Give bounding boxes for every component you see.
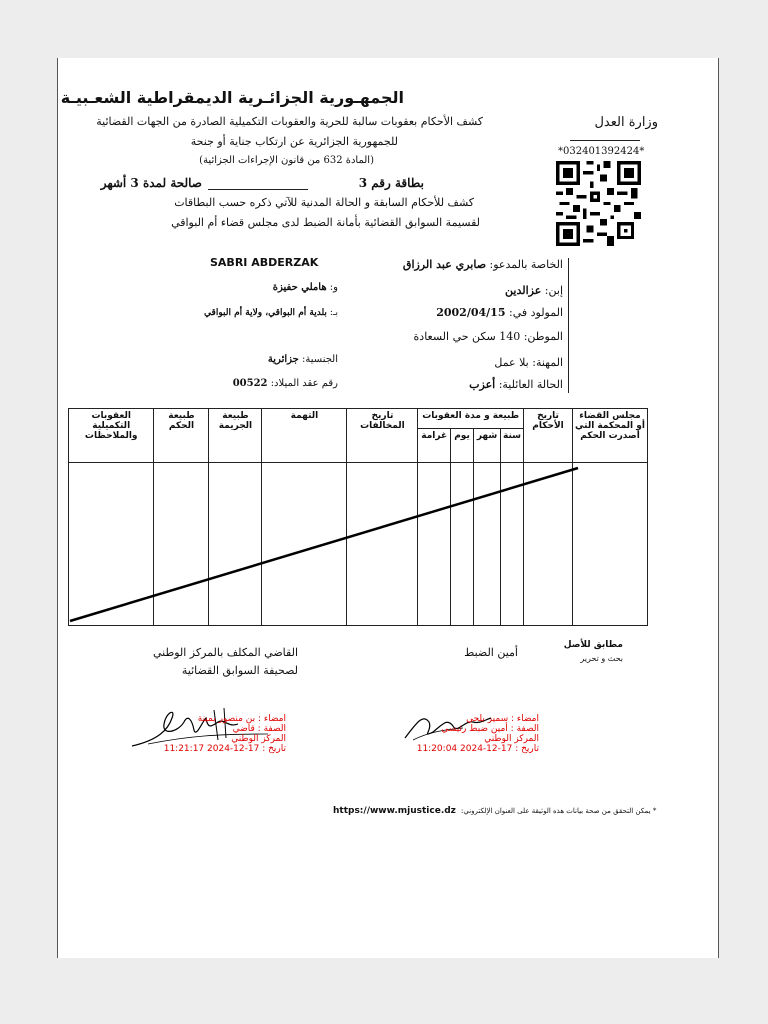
job-label: المهنة: — [532, 356, 563, 369]
table-cell — [474, 463, 501, 626]
table-cell — [524, 463, 573, 626]
col-offense-date: تاريخ المخالفات — [347, 409, 418, 463]
judgments-table — [68, 408, 648, 626]
mother-row — [228, 282, 338, 293]
card-underline — [208, 189, 308, 190]
address-label: الموطن: — [523, 330, 563, 343]
verification-note — [333, 798, 656, 817]
col-judgment-nature: طبيعة الحكم — [154, 409, 209, 463]
birth-place: بلدية أم البواقي، ولاية أم البواقي — [204, 308, 327, 318]
description-line1: كشف الأحكام بعقوبات سالبة للحرية والعقوبات التكميلية الصادرة من الجهات القضائية — [96, 115, 483, 128]
conform-label: مطابق للأصل — [563, 640, 623, 650]
col-year: سنة — [501, 429, 524, 463]
verification-url[interactable]: https://www.mjustice.dz — [333, 806, 456, 816]
clerk-label: أمين الضبط — [464, 646, 518, 659]
description-line2: للجمهورية الجزائرية عن ارتكاب جناية أو جنحة — [190, 135, 398, 148]
republic-title: الجمهـورية الجزائـرية الديمقراطية الشعـبيـة — [60, 88, 404, 107]
judge-signature-date: تاريخ : 17-12-2024 11:21:17 — [163, 744, 286, 754]
judge-signature-block — [158, 714, 286, 754]
table-cell — [347, 463, 418, 626]
card-validity: صالحة لمدة 3 أشهر — [100, 176, 202, 190]
card-number: بطاقة رقم 3 — [358, 176, 424, 190]
mother-value: هاملي حفيزة — [272, 282, 327, 293]
job-row — [468, 356, 563, 369]
col-crime-nature: طبيعة الجريمة — [209, 409, 262, 463]
father-label: إبن: — [544, 284, 563, 297]
col-day: يوم — [451, 429, 474, 463]
birth-cert-label: رقم عقد الميلاد: — [270, 378, 338, 389]
col-complementary: العقوبات التكميلية والملاحظات — [69, 409, 154, 463]
document-page — [57, 58, 719, 958]
judge-line1: القاضي المكلف بالمركز الوطني — [152, 646, 298, 659]
table-cell — [451, 463, 474, 626]
col-month: شهر — [474, 429, 501, 463]
judge-signature-name: امضاء : بن منصور يمينة — [197, 714, 286, 724]
birth-label: المولود في: — [508, 306, 563, 319]
table-cell — [262, 463, 347, 626]
name-latin: SABRI ABDERZAK — [210, 256, 319, 269]
birth-cert-row — [213, 378, 338, 389]
col-judgment-date: تاريخ الأحكام — [524, 409, 573, 463]
verification-text: * يمكن التحقق من صحة بيانات هذه الوثيقة على العنوان الإلكتروني: — [461, 807, 657, 815]
name-row — [388, 258, 563, 271]
clerk-signature-role: الصفة : أمين ضبط رئيسي — [441, 724, 539, 734]
clerk-signature-date: تاريخ : 17-12-2024 11:20:04 — [416, 744, 539, 754]
col-fine: غرامة — [418, 429, 451, 463]
father-row — [458, 284, 563, 297]
birth-row — [438, 306, 563, 319]
nationality-value: جزائرية — [267, 354, 299, 365]
table-cell — [501, 463, 524, 626]
info-divider — [568, 258, 569, 393]
birth-place-row — [168, 308, 338, 318]
table-cell — [573, 463, 648, 626]
table-cell — [69, 463, 154, 626]
nationality-label: الجنسية: — [302, 354, 338, 365]
ministry-code: *032401392424* — [558, 146, 645, 157]
birth-place-label: بـ: — [329, 308, 338, 318]
birth-cert-value: 00522 — [232, 378, 268, 389]
article-reference: (المادة 632 من قانون الإجراءات الجزائية) — [199, 155, 374, 166]
qr-code-icon — [556, 161, 641, 246]
ministry-name: وزارة العدل — [594, 115, 658, 130]
table-cell — [209, 463, 262, 626]
mother-label: و: — [329, 282, 338, 293]
col-court: مجلس القضاء أو المحكمة التي أصدرت الحكم — [573, 409, 648, 463]
job-value: بلا عمل — [494, 356, 529, 369]
name-value: صابري عبد الرزاق — [402, 258, 487, 271]
marital-label: الحالة العائلية: — [498, 378, 563, 391]
clerk-signature-block — [416, 714, 539, 754]
birth-date: 2002/04/15 — [436, 306, 506, 319]
father-value: عزالدين — [505, 284, 542, 297]
subtitle-line1: كشف للأحكام السابقة و الحالة المدنية للآتي ذكره حسب البطاقات — [174, 196, 474, 209]
marital-value: أعزب — [469, 378, 496, 391]
name-label: الخاصة بالمدعو: — [489, 258, 563, 271]
judge-signature-role: الصفة : قاضي — [232, 724, 286, 734]
ministry-underline — [570, 140, 640, 141]
table-cell — [154, 463, 209, 626]
judge-line2: لصحيفة السوابق القضائية — [181, 664, 298, 677]
col-penalty: طبيعة و مدة العقوبات — [418, 409, 524, 429]
table-cell — [418, 463, 451, 626]
address-row — [388, 330, 563, 343]
col-charge: التهمة — [262, 409, 347, 463]
nationality-row — [218, 354, 338, 365]
clerk-signature-name: امضاء : سمير بلحي — [466, 714, 539, 724]
subtitle-line2: لقسيمة السوابق القضائية بأمانة الضبط لدى مجلس قضاء أم البواقي — [171, 216, 480, 229]
clerk-signature-center: المركز الوطني — [484, 734, 539, 744]
marital-row — [448, 378, 563, 391]
address-value: 140 سكن حي السعادة — [413, 330, 521, 343]
judge-signature-center: المركز الوطني — [231, 734, 286, 744]
conform-sub: بحث و تحرير — [580, 654, 623, 663]
